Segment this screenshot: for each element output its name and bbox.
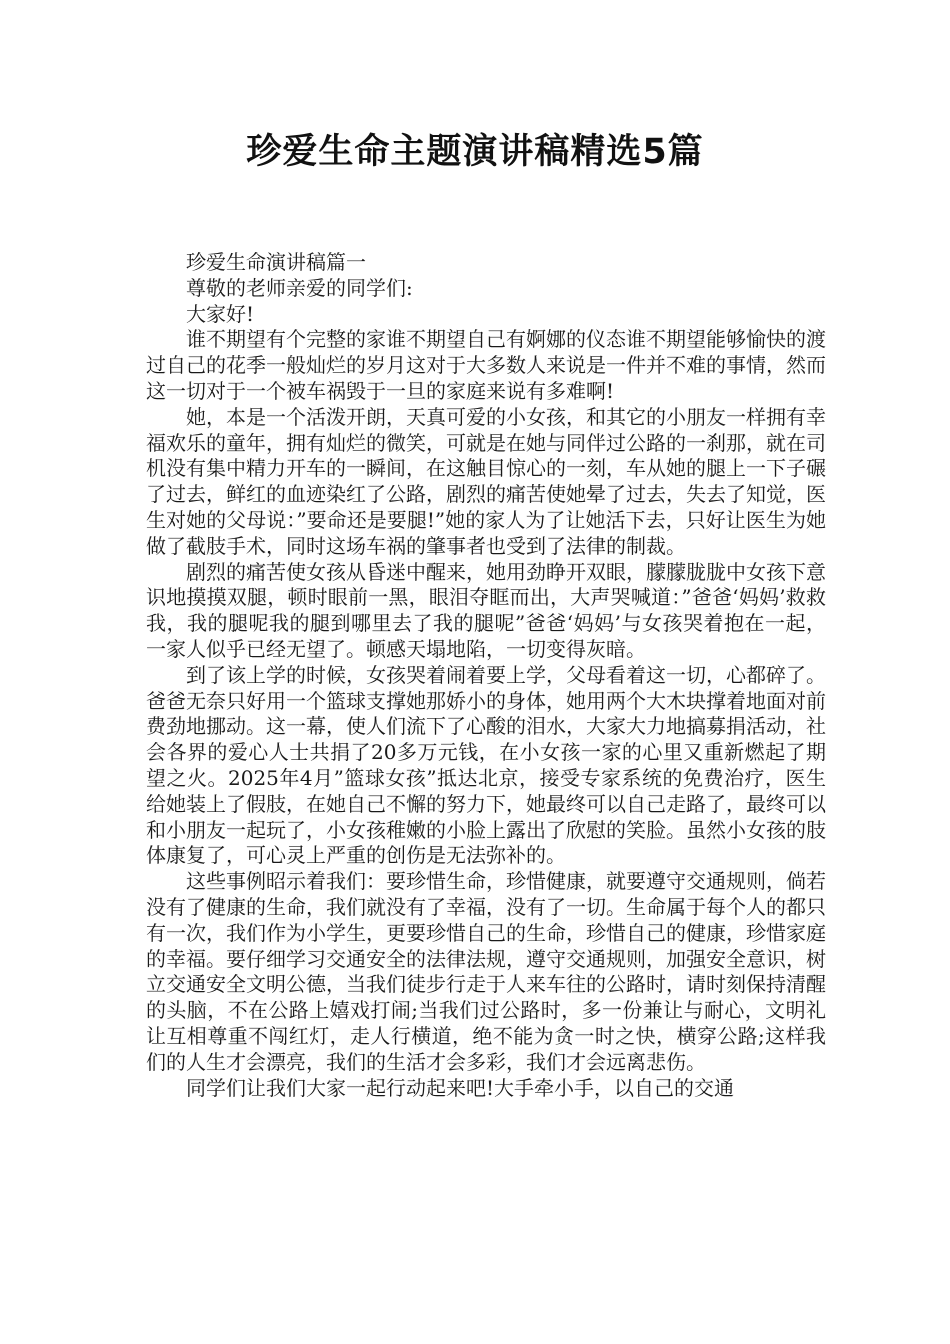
body-paragraph: 同学们让我们大家一起行动起来吧!大手牵小手，以自己的交通: [186, 1075, 735, 1100]
salutation: 尊敬的老师亲爱的同学们:: [186, 275, 413, 300]
document-body: [146, 250, 826, 1101]
greeting: 大家好!: [186, 301, 255, 326]
body-paragraph: 剧烈的痛苦使女孩从昏迷中醒来，她用劲睁开双眼，朦朦胧胧中女孩下意识地摸摸双腿，顿时眼前一黑，眼泪夺眶而出，大声哭喊道：”爸爸‘妈妈’救救我，我的腿呢我的腿到哪里去了我的腿呢”爸爸‘妈妈’与女孩哭着抱在一起，一家人似乎已经无望了。顿感天塌地陷，一切变得灰暗。: [146, 559, 826, 661]
body-paragraph: 她，本是一个活泼开朗，天真可爱的小女孩，和其它的小朋友一样拥有幸福欢乐的童年，拥有灿烂的微笑，可就是在她与同伴过公路的一刹那，就在司机没有集中精力开车的一瞬间，在这触目惊心的一刻，车从她的腿上一下子碾了过去，鲜红的血迹染红了公路，剧烈的痛苦使她晕了过去，失去了知觉，医生对她的父母说：”要命还是要腿!”她的家人为了让她活下去，只好让医生为她做了截肢手术，同时这场车祸的肇事者也受到了法律的制裁。: [146, 404, 826, 558]
body-paragraph: 这些事例昭示着我们：要珍惜生命，珍惜健康，就要遵守交通规则，倘若没有了健康的生命，我们就没有了幸福，没有了一切。生命属于每个人的都只有一次，我们作为小学生，更要珍惜自己的生命，珍惜自己的健康，珍惜家庭的幸福。要仔细学习交通安全的法律法规，遵守交通规则，加强安全意识，树立交通安全文明公德，当我们徒步行走于人来车往的公路时，请时刻保持清醒的头脑，不在公路上嬉戏打闹;当我们过公路时，多一份兼让与耐心，文明礼让互相尊重不闯红灯，走人行横道，绝不能为贪一时之快，横穿公路;这样我们的人生才会漂亮，我们的生活才会多彩，我们才会远离悲伤。: [146, 869, 826, 1074]
document-title: 珍爱生命主题演讲稿精选5篇: [246, 132, 704, 172]
body-paragraph: 到了该上学的时候，女孩哭着闹着要上学，父母看着这一切，心都碎了。爸爸无奈只好用一个篮球支撑她那娇小的身体，她用两个大木块撑着地面对前费劲地挪动。这一幕，使人们流下了心酸的泪水，大家大力地搞募捐活动，社会各界的爱心人士共捐了20多万元钱，在小女孩一家的心里又重新燃起了期望之火。2025年4月”篮球女孩”抵达北京，接受专家系统的免费治疗，医生给她装上了假肢，在她自己不懈的努力下，她最终可以自己走路了，最终可以和小朋友一起玩了，小女孩稚嫩的小脸上露出了欣慰的笑脸。虽然小女孩的肢体康复了，可心灵上严重的创伤是无法弥补的。: [146, 662, 826, 868]
section-heading: 珍爱生命演讲稿篇一: [186, 250, 366, 274]
body-paragraph: 谁不期望有个完整的家谁不期望自己有婀娜的仪态谁不期望能够愉快的渡过自己的花季一般灿烂的岁月这对于大多数人来说是一件并不难的事情，然而这一切对于一个被车祸毁于一旦的家庭来说有多难啊!: [146, 327, 826, 403]
